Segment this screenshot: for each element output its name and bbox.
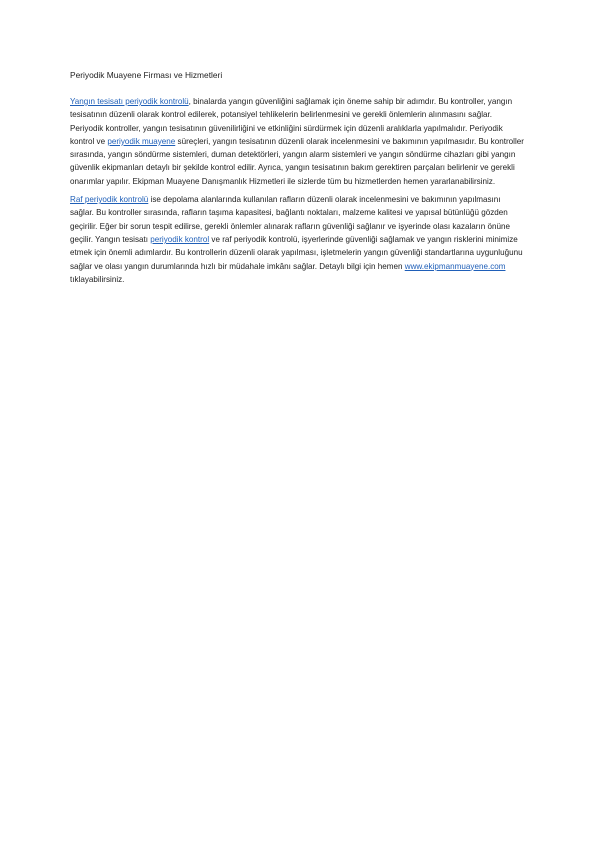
paragraph2-text-1: ise depolama alanlarında kullanılan rafların düzenli olarak incelenmesini ve bakımının yapılmasını sağlar. Bu kontroller sırasında, rafların taşıma kapasitesi, bağlantı noktaları, malzeme kalitesi ve yapısal bütünlüğü gözden geçirilir. Eğer bir sorun tespit edilirse, gerekli önlemler alınarak rafların güvenliği sağlanır ve işyerinde olası kazaların önüne geçilir. Yangın tesisatı xyxy=(70,195,510,244)
link-website[interactable]: www.ekipmanmuayene.com xyxy=(404,261,506,271)
paragraph2-text-3: tıklayabilirsiniz. xyxy=(70,274,125,284)
paragraph1-text-1: , binalarda yangın güvenliğini sağlamak için öneme sahip bir adımdır. Bu kontroller, yangın tesisatının düzenli olarak kontrol edilerek, potansiyel tehlikelerin belirlenmesini ve gerekli önlemlerin alınmasını sağlar. Periyodik kontroller, yangın tesisatının güvenilirliğini ve etkinliğini sürdürmek için düzenli aralıklarla yapılmalıdır. Periyodik kontrol ve xyxy=(70,97,513,146)
link-rack-periodic-inspection[interactable]: Raf periyodik kontrolü xyxy=(70,195,149,205)
link-fire-installation-inspection[interactable]: Yangın tesisatı periyodik kontrolü xyxy=(70,97,189,106)
paragraph2-text-2: ve raf periyodik kontrolü, işyerlerinde güvenliği sağlamak ve yangın risklerini minimize etmek için önemli adımlardır. Bu kontrollerin düzenli olarak yapılması, işletmelerin yangın güvenliği standartlarına uygunluğunu sağlar ve olası yangın durumlarında hızlı bir müdahale imkânı sağlar. Detaylı bilgi için hemen xyxy=(70,234,523,271)
link-periodic-control[interactable]: periyodik kontrol xyxy=(150,234,210,244)
paragraph1-text-2: süreçleri, yangın tesisatının düzenli olarak incelenmesini ve bakımının yapılmasıdır. Bu kontroller sırasında, yangın söndürme sistemleri, duman detektörleri, yangın alarm sistemleri ve yangın söndürme cihazları gibi yangın güvenlik ekipmanları detaylı bir şekilde kontrol edilir. Ayrıca, yangın tesisatının bakım gerektiren parçaları belirlenir ve gerekli onarımlar yapılır. Ekipman Muayene Danışmanlık Hizmetleri ile sizlerde tüm bu hizmetlerden hemen yararlanabilirsiniz. xyxy=(70,136,524,186)
document-page xyxy=(70,70,525,291)
document-title: Periyodik Muayene Firması ve Hizmetleri xyxy=(70,70,223,80)
link-periodic-inspection[interactable]: periyodik muayene xyxy=(107,136,176,146)
paragraph-fire-installation xyxy=(70,95,525,188)
paragraph-rack-inspection xyxy=(70,193,525,286)
